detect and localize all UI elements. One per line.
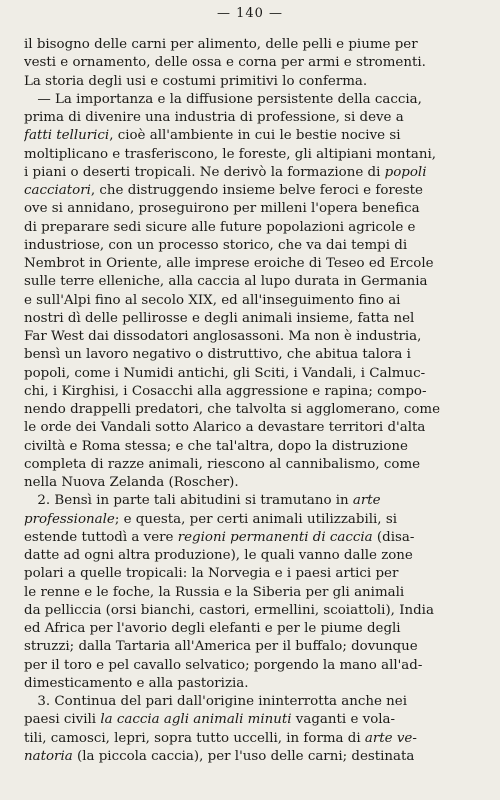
text-line <box>24 273 485 291</box>
text-line <box>24 547 485 565</box>
text-segment: chi, i Kirghisi, i Cosacchi alla aggressione e rapina; compo- <box>24 383 427 399</box>
text-segment: prima di divenire una industria di professione, si deve a <box>24 110 404 125</box>
text-line <box>24 200 485 218</box>
text-line <box>24 54 485 72</box>
text-line <box>24 237 485 255</box>
text-segment: civiltà e Roma stessa; e che tal'altra, dopo la distruzione <box>24 438 408 454</box>
text-line <box>24 401 485 419</box>
page-number: — 140 — <box>216 6 284 21</box>
text-segment: struzzi; dalla Tartaria all'America per il buffalo; dovunque <box>24 639 418 655</box>
italic-phrase: arte <box>352 493 381 509</box>
text-segment: bensì un lavoro negativo o distruttivo, che abitua talora i <box>24 347 411 363</box>
text-segment: le orde dei Vandali sotto Alarico a devastare territori d'alta <box>24 420 426 436</box>
text-line <box>24 456 485 474</box>
text-line <box>24 182 485 200</box>
text-segment: datte ad ogni altra produzione), le quali vanno dalle zone <box>24 548 413 563</box>
text-segment: industriose, con un processo storico, che va dai tempi di <box>24 237 408 253</box>
text-segment: 2. Bensì in parte tali abitudini si tramutano in <box>24 493 353 509</box>
italic-phrase: natoria <box>24 748 73 764</box>
text-line <box>24 711 485 729</box>
italic-phrase: regioni permanenti di caccia <box>177 529 373 545</box>
text-segment: e sull'Alpi fino al secolo XIX, ed all'inseguimento fino ai <box>24 292 401 308</box>
text-line <box>24 584 485 602</box>
text-line <box>24 73 485 91</box>
text-segment: da pelliccia (orsi bianchi, castori, ermellini, scoiattoli), India <box>24 602 434 618</box>
text-line <box>24 602 485 620</box>
text-line <box>24 346 485 364</box>
text-segment: per il toro e pel cavallo selvatico; porgendo la mano all'ad- <box>24 657 423 673</box>
body-text <box>24 36 485 766</box>
text-line <box>24 474 485 492</box>
text-segment: La storia degli usi e costumi primitivi lo conferma. <box>24 73 368 89</box>
text-line <box>24 419 485 437</box>
text-segment: nostri dì delle pellirosse e degli animali insieme, fatta nel <box>24 310 415 326</box>
text-segment: ; e questa, per certi animali utilizzabili, si <box>114 511 397 527</box>
text-segment: polari a quelle tropicali: la Norvegia e i paesi artici per <box>24 566 399 582</box>
text-segment: di preparare sedi sicure alle future popolazioni agricole e <box>24 219 416 235</box>
text-line <box>24 91 485 109</box>
italic-phrase: cacciatori <box>24 183 91 198</box>
text-segment: nendo drappelli predatori, che talvolta si agglomerano, come <box>24 402 441 417</box>
text-segment: sulle terre elleniche, alla caccia al lupo durata in Germania <box>24 274 428 290</box>
italic-phrase: professionale <box>24 511 115 527</box>
text-segment: ove si annidano, proseguirono per milleni l'opera benefica <box>24 201 420 217</box>
text-line <box>24 146 485 164</box>
text-segment: completa di razze animali, riescono al cannibalismo, come <box>24 456 421 472</box>
text-segment: vaganti e vola- <box>291 712 396 728</box>
italic-phrase: la caccia agli animali minuti <box>100 712 292 728</box>
text-line <box>24 657 485 675</box>
text-segment: dimesticamento e alla pastorizia. <box>24 675 249 691</box>
text-line <box>24 127 485 145</box>
text-line <box>24 492 485 510</box>
italic-phrase: arte ve- <box>364 730 417 746</box>
text-line <box>24 365 485 383</box>
text-line <box>24 511 485 529</box>
text-line <box>24 36 485 54</box>
text-segment: moltiplicano e trasferiscono, le foreste, gli altipiani montani, <box>24 146 437 162</box>
text-line <box>24 730 485 748</box>
text-line <box>24 675 485 693</box>
text-segment: tili, camosci, lepri, sopra tutto uccelli, in forma di <box>24 730 365 746</box>
text-line <box>24 693 485 711</box>
text-segment: (la piccola caccia), per l'uso delle carni; destinata <box>72 748 415 764</box>
text-segment: Far West dai dissodatori anglosassoni. Ma non è industria, <box>24 329 422 344</box>
text-line <box>24 748 485 766</box>
text-line <box>24 529 485 547</box>
text-line <box>24 328 485 346</box>
text-line <box>24 565 485 583</box>
text-segment: il bisogno delle carni per alimento, delle pelli e piume per <box>24 37 418 52</box>
text-line <box>24 383 485 401</box>
text-segment: vesti e ornamento, delle ossa e corna per armi e stromenti. <box>24 55 426 71</box>
italic-phrase: popoli <box>384 164 427 180</box>
text-line <box>24 292 485 310</box>
text-line <box>24 219 485 237</box>
text-line <box>24 255 485 273</box>
text-line <box>24 438 485 456</box>
text-segment: , cioè all'ambiente in cui le bestie nocive si <box>109 128 401 144</box>
text-line <box>24 620 485 638</box>
text-segment: , che distruggendo insieme belve feroci e foreste <box>90 183 423 198</box>
text-segment: Nembrot in Oriente, alle imprese eroiche di Teseo ed Ercole <box>24 256 434 271</box>
text-line <box>24 310 485 328</box>
text-segment: ed Africa per l'avorio degli elefanti e per le piume degli <box>24 621 401 636</box>
text-line <box>24 638 485 656</box>
text-segment: popoli, come i Numidi antichi, gli Sciti, i Vandali, i Calmuc- <box>24 365 426 381</box>
text-segment: — La importanza e la diffusione persistente della caccia, <box>24 91 422 107</box>
italic-phrase: fatti tellurici <box>24 128 110 144</box>
text-segment: 3. Continua del pari dall'origine ininterrotta anche nei <box>24 694 407 709</box>
text-segment: le renne e le foche, la Russia e la Siberia per gli animali <box>24 584 405 600</box>
text-segment: estende tuttodì a vere <box>24 529 178 545</box>
text-segment: nella Nuova Zelanda (Roscher). <box>24 475 239 490</box>
text-segment: paesi civili <box>24 712 101 728</box>
text-line <box>24 164 485 182</box>
text-line <box>24 109 485 127</box>
text-segment: (disa- <box>372 529 415 545</box>
text-segment: i piani o deserti tropicali. Ne derivò la formazione di <box>24 164 385 180</box>
